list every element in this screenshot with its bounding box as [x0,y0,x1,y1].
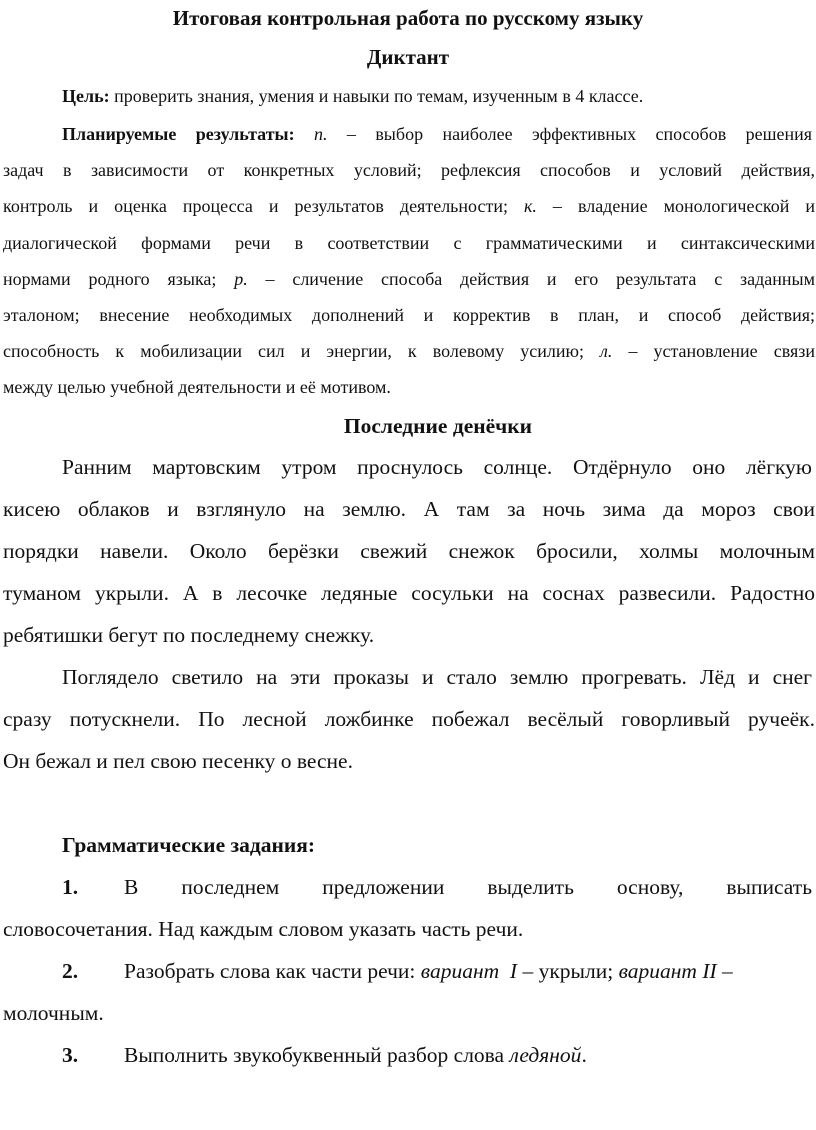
results-line-1: Планируемые результаты: п. – выбор наиболее эффективных способов решения [62,124,812,144]
task-1-number: 1. [62,875,79,899]
results-line-2: задач в зависимости от конкретных условий; рефлексия способов и условий действия, [3,160,815,180]
results-k-marker: к. [523,196,537,216]
results-line-4: диалогической формами речи в соответствии с грамматическими и синтаксическими [3,233,815,253]
task-3-line: Выполнить звукобуквенный разбор слова ледяной. [124,1043,587,1067]
task-3-number: 3. [62,1043,79,1067]
results-line-8: между целью учебной деятельности и её мотивом. [3,377,391,397]
dictation-line: сразу потускнели. По лесной ложбинке побежал весёлый говорливый ручеёк. [3,707,815,731]
goal-line [62,86,812,107]
results-r-marker: р. [234,269,248,289]
results-label: Планируемые результаты: [62,124,295,144]
results-line-3: контроль и оценка процесса и результатов деятельности; к. – владение монологической и [3,196,815,216]
task-2-number: 2. [62,959,79,983]
task-3-word: ледяной [509,1043,582,1067]
dictation-line: порядки навели. Около берёзки свежий снежок бросили, холмы молочным [3,539,815,563]
results-line-7: способность к мобилизации сил и энергии, к волевому усилию; л. – установление связи [3,341,815,361]
grammar-title: Грамматические задания: [62,833,316,857]
goal-label: Цель: [62,86,110,106]
dictation-title: Последние денёчки [343,414,533,438]
dictation-line: Ранним мартовским утром проснулось солнце. Отдёрнуло оно лёгкую [62,455,812,479]
dictation-line: Поглядело светило на эти проказы и стало землю прогревать. Лёд и снег [62,665,812,689]
task-2-line-1: Разобрать слова как части речи: вариант I – укрыли; вариант II – [124,959,733,983]
results-p-marker: п. [314,124,328,144]
results-l-marker: л. [600,341,613,361]
dictation-line: ребятишки бегут по последнему снежку. [3,623,375,647]
task-1-line-2: словосочетания. Над каждым словом указать часть речи. [3,917,524,941]
results-line-6: эталоном; внесение необходимых дополнений и корректив в план, и способ действия; [3,305,815,325]
dictation-line: кисею облаков и взглянуло на землю. А там за ночь зима да мороз свои [3,497,815,521]
task-2-line-2: молочным. [3,1001,104,1025]
document-subtitle: Диктант [366,45,450,69]
results-line-5: нормами родного языка; р. – сличение способа действия и его результата с заданным [3,269,815,289]
goal-text: проверить знания, умения и навыки по темам, изученным в 4 классе. [109,86,644,106]
dictation-line: Он бежал и пел свою песенку о весне. [3,749,353,773]
document-title: Итоговая контрольная работа по русскому языку [172,6,644,30]
task-1-line-1: В последнем предложении выделить основу, выписать [124,875,812,899]
dictation-line: туманом укрыли. А в лесочке ледяные сосульки на соснах развесили. Радостно [3,581,815,605]
